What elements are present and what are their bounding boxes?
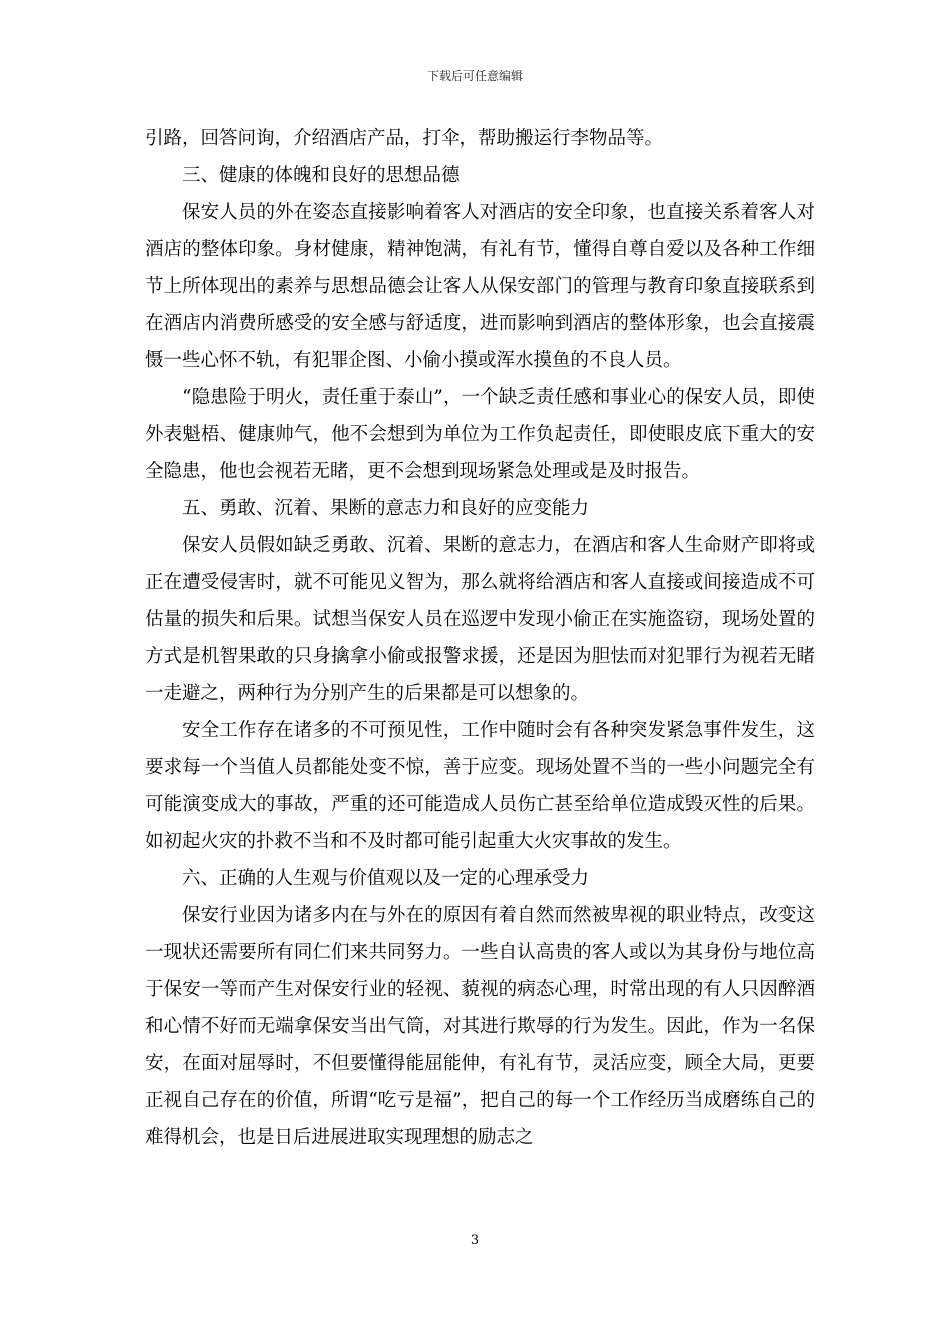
section-heading-5: 五、勇敢、沉着、果断的意志力和良好的应变能力 (182, 498, 590, 519)
paragraph-intro-continuation: 引路，回答问询，介绍酒店产品，打伞，帮助搬运行李物品等。 (145, 128, 664, 149)
section-heading-3: 三、健康的体魄和良好的思想品德 (182, 165, 460, 186)
paragraph-appearance: 保安人员的外在姿态直接影响着客人对酒店的安全印象，也直接关系着客人对酒店的整体印象。身材健康，精神饱满，有礼有节，懂得自尊自爱以及各种工作细节上所体现出的素养与思想品德会让客人从保安部门的管理与教育印象直接联系到在酒店内消费所感受的安全感与舒适度，进而影响到酒店的整体形象，也会直接震慑一些心怀不轨，有犯罪企图、小偷小摸或浑水摸鱼的不良人员。 (145, 202, 815, 371)
document-body (145, 120, 815, 1156)
section-heading-6: 六、正确的人生观与价值观以及一定的心理承受力 (182, 868, 590, 889)
paragraph-responsibility: “隐患险于明火，责任重于泰山”，一个缺乏责任感和事业心的保安人员，即使外表魁梧、健康帅气，他不会想到为单位为工作负起责任，即使眼皮底下重大的安全隐患，他也会视若无睹，更不会想到现场紧急处理或是及时报告。 (145, 387, 815, 482)
page-header: 下载后可任意编辑 (426, 69, 523, 83)
paragraph-emergency: 安全工作存在诸多的不可预见性，工作中随时会有各种突发紧急事件发生，这要求每一个当值人员都能处变不惊，善于应变。现场处置不当的一些小问题完全有可能演变成大的事故，严重的还可能造成人员伤亡甚至给单位造成毁灭性的后果。如初起火灾的扑救不当和不及时都可能引起重大火灾事故的发生。 (145, 720, 815, 852)
paragraph-values: 保安行业因为诸多内在与外在的原因有着自然而然被卑视的职业特点，改变这一现状还需要所有同仁们来共同努力。一些自认高贵的客人或以为其身份与地位高于保安一等而产生对保安行业的轻视、藐视的病态心理，时常出现的有人只因醉酒和心情不好而无端拿保安当出气筒，对其进行欺辱的行为发生。因此，作为一名保安，在面对屈辱时，不但要懂得能屈能伸，有礼有节，灵活应变，顾全大局，更要正视自己存在的价值，所谓“吃亏是福”，把自己的每一个工作经历当成磨练自己的难得机会，也是日后进展进取实现理想的励志之 (145, 905, 815, 1148)
paragraph-courage: 保安人员假如缺乏勇敢、沉着、果断的意志力，在酒店和客人生命财产即将或正在遭受侵害时，就不可能见义智为，那么就将给酒店和客人直接或间接造成不可估量的损失和后果。试想当保安人员在巡逻中发现小偷正在实施盗窃，现场处置的方式是机智果敢的只身擒拿小偷或报警求援，还是因为胆怯而对犯罪行为视若无睹一走避之，两种行为分别产生的后果都是可以想象的。 (145, 535, 815, 704)
page-number: 3 (470, 1233, 480, 1248)
